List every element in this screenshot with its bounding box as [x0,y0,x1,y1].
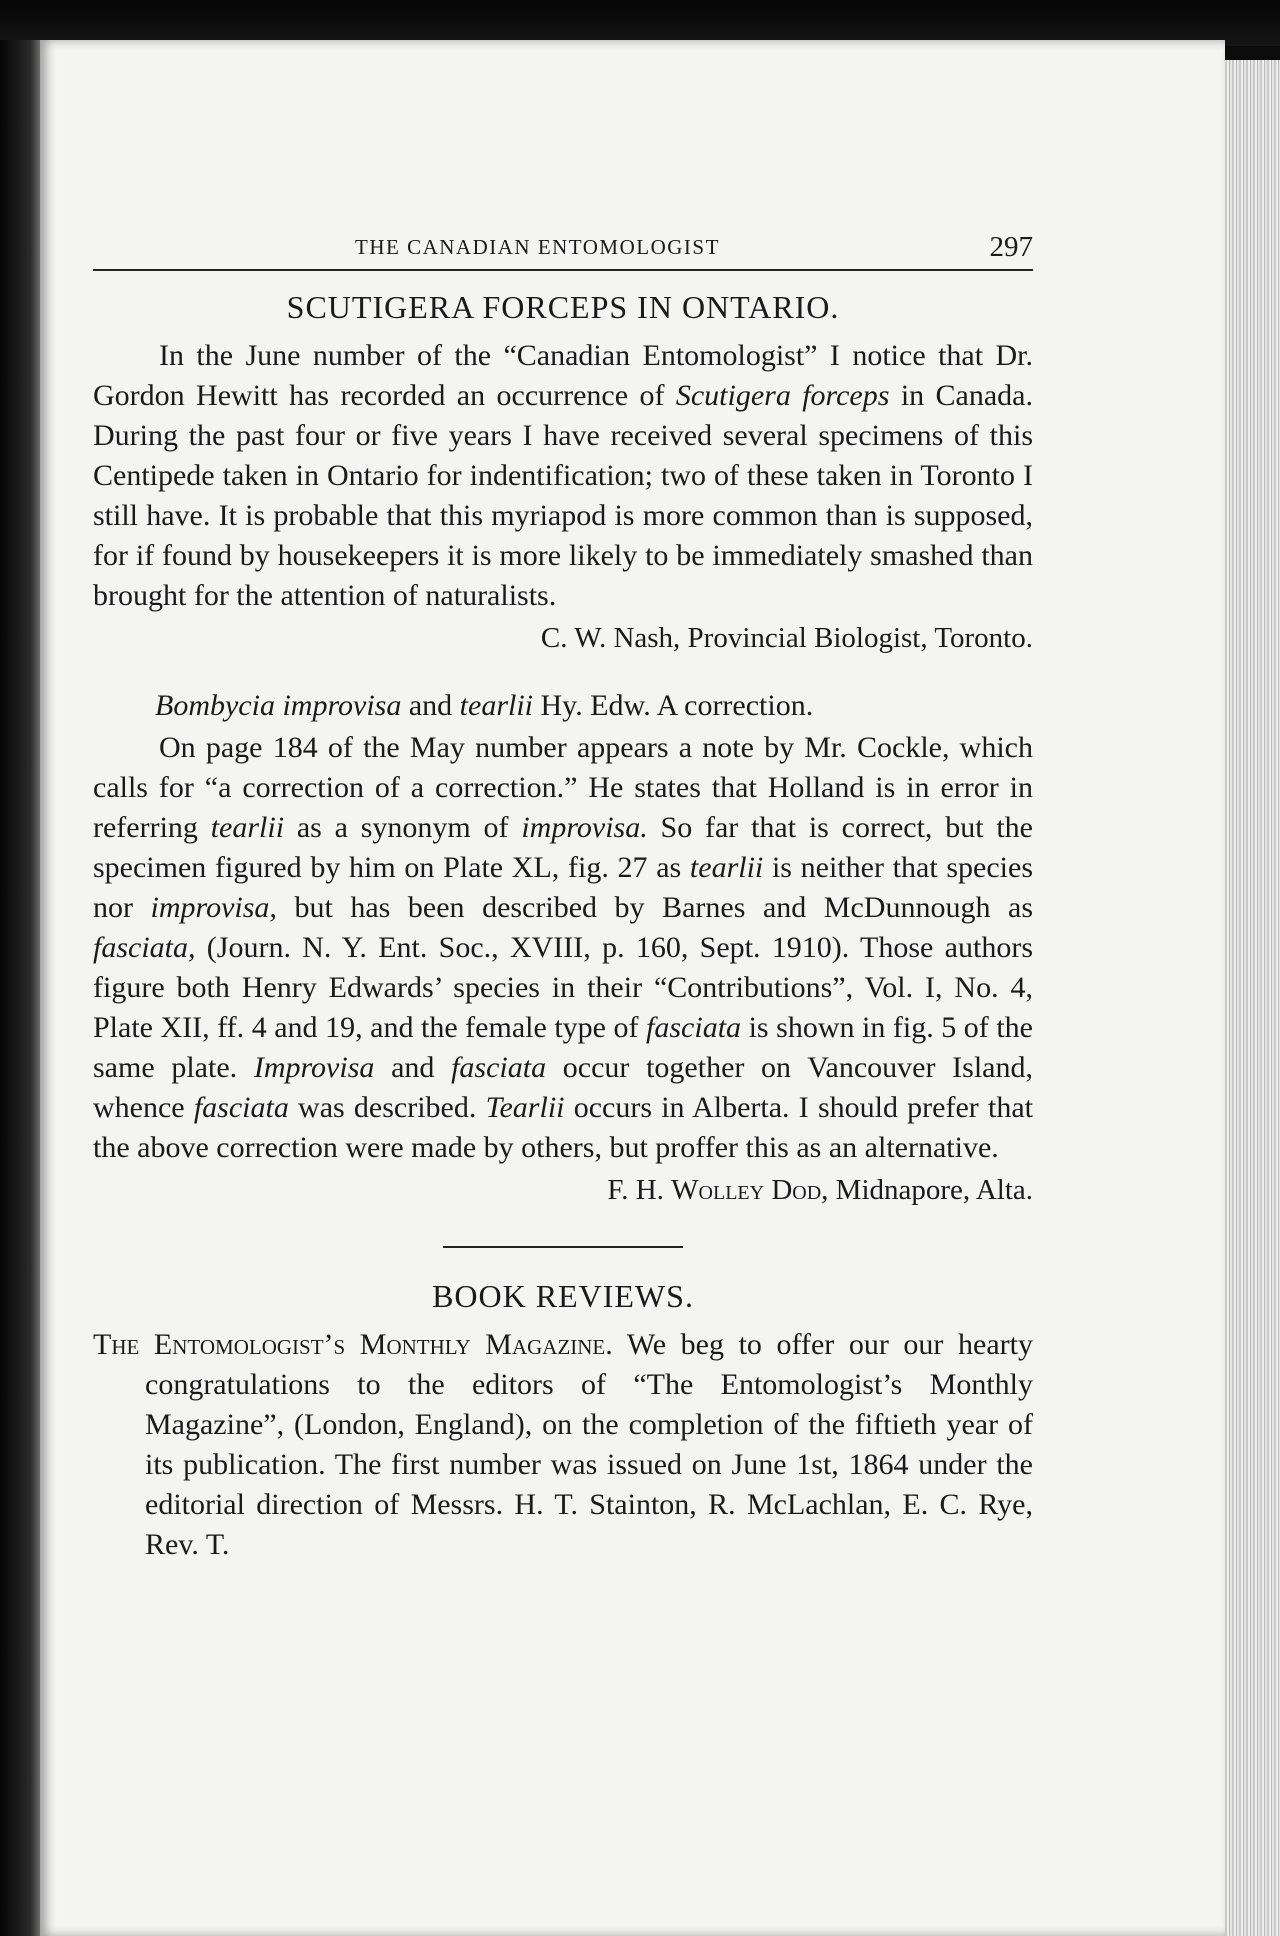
section-title: BOOK REVIEWS. [432,1278,694,1314]
header-rule [93,269,1033,271]
article-signature: F. H. Wolley Dod, Midnapore, Alta. [607,1174,1033,1206]
article-paragraph: In the June number of the “Canadian Entomologist” I notice that Dr. Gordon Hewitt has recorded an occurrence of Scutigera forceps in Canada. During the past four or five years I have received several specimens of this Centipede taken in Ontario for indentification; two of these taken in Toronto I still have. It is probable that this myriapod is more common than is supposed, for if found by housekeepers it is more likely to be immediately smashed than brought for the attention of naturalists. [93,339,1033,612]
section-divider [443,1246,683,1248]
page-content [93,225,1033,1565]
note-title: Bombycia improvisa and tearlii Hy. Edw. A correction. [155,689,814,722]
article-title: SCUTIGERA FORCEPS IN ONTARIO. [286,289,840,325]
page-number: 297 [989,231,1033,263]
article-paragraph: On page 184 of the May number appears a note by Mr. Cockle, which calls for “a correction of a correction.” He states that Holland is in error in referring tearlii as a synonym of improvisa. So far that is correct, but the specimen figured by him on Plate XL, fig. 27 as tearlii is neither that species nor improvisa, but has been described by Barnes and McDunnough as fasciata, (Journ. N. Y. Ent. Soc., XVIII, p. 160, Sept. 1910). Those authors figure both Henry Edwards’ species in their “Contributions”, Vol. I, No. 4, Plate XII, ff. 4 and 19, and the female type of fasciata is shown in fig. 5 of the same plate. Improvisa and fasciata occur together on Vancouver Island, whence fasciata was described. Tearlii occurs in Alberta. I should prefer that the above correction were made by others, but proffer this as an alternative. [93,731,1034,1164]
article-bombycia [93,686,1033,1210]
page-edges [1225,60,1280,1936]
book-reviews [93,1278,1033,1565]
book-spine [0,40,44,1936]
article-scutigera [93,289,1033,658]
journal-title: THE CANADIAN ENTOMOLOGIST [355,235,720,259]
article-signature: C. W. Nash, Provincial Biologist, Toronto. [540,622,1033,654]
running-head [93,225,1033,269]
review-paragraph: The Entomologist’s Monthly Magazine. We beg to offer our our hearty congratulations to the editors of “The Entomologist’s Monthly Magazine”, (London, England), on the completion of the fiftieth year of its publication. The first number was issued on June 1st, 1864 under the editorial direction of Messrs. H. T. Stainton, R. McLachlan, E. C. Rye, Rev. T. [93,1328,1033,1561]
